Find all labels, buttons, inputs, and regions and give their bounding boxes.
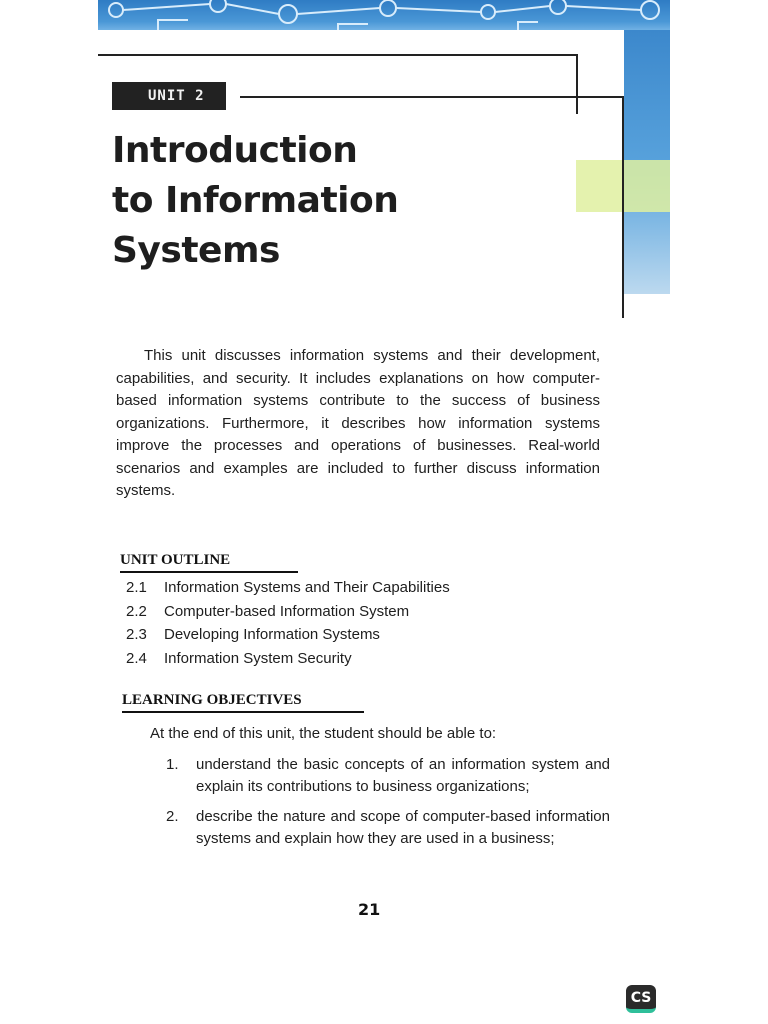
objective-item (166, 754, 610, 798)
outline-item-text: Computer-based Information System (164, 602, 410, 620)
unit-outline-list (126, 576, 450, 670)
outline-item-number: 2.1 (126, 579, 147, 596)
objectives-intro: At the end of this unit, the student should be able to: (150, 725, 497, 742)
objective-text: understand the basic concepts of an information system and explain its contributions to business organizations; (196, 756, 610, 795)
unit-outline-heading: UNIT OUTLINE (120, 552, 298, 573)
outline-item (126, 576, 450, 600)
objective-item (166, 806, 610, 850)
outline-item-text: Information System Security (164, 649, 352, 667)
outline-item-number: 2.3 (126, 626, 147, 643)
objective-text: describe the nature and scope of computer-based information systems and explain how they are used in a business; (196, 808, 610, 847)
frame-line-mid (240, 96, 624, 98)
outline-item (126, 647, 450, 671)
outline-item-text: Developing Information Systems (164, 626, 380, 643)
title-line: to Information (112, 180, 399, 221)
page-title (112, 126, 472, 276)
outline-item-text: Information Systems and Their Capabilities (164, 579, 450, 596)
frame-line-right-long (622, 96, 624, 318)
objectives-list (166, 754, 610, 858)
intro-paragraph: This unit discusses information systems and their development, capabilities, and security. It includes explanations on how computer-based information systems contribute to the success of business organizations. Furthermore, it describes how information systems improve the processes and operations of businesses. Real-world scenarios and examples are included to further discuss information systems. (116, 347, 600, 499)
outline-item (126, 600, 450, 624)
outline-item-number: 2.2 (126, 602, 147, 620)
title-line: Introduction (112, 130, 358, 171)
document-page (98, 0, 670, 1024)
unit-badge: UNIT 2 (112, 82, 226, 110)
page-number: 21 (358, 900, 381, 919)
objective-number: 1. (166, 756, 179, 773)
frame-line-right-short (576, 54, 578, 114)
title-line: Systems (112, 230, 280, 271)
objective-number: 2. (166, 808, 179, 825)
learning-objectives-heading: LEARNING OBJECTIVES (122, 692, 364, 713)
frame-line-top (98, 54, 578, 56)
camscanner-logo-icon: CS (626, 985, 656, 1013)
outline-item (126, 623, 450, 647)
outline-item-number: 2.4 (126, 649, 147, 667)
